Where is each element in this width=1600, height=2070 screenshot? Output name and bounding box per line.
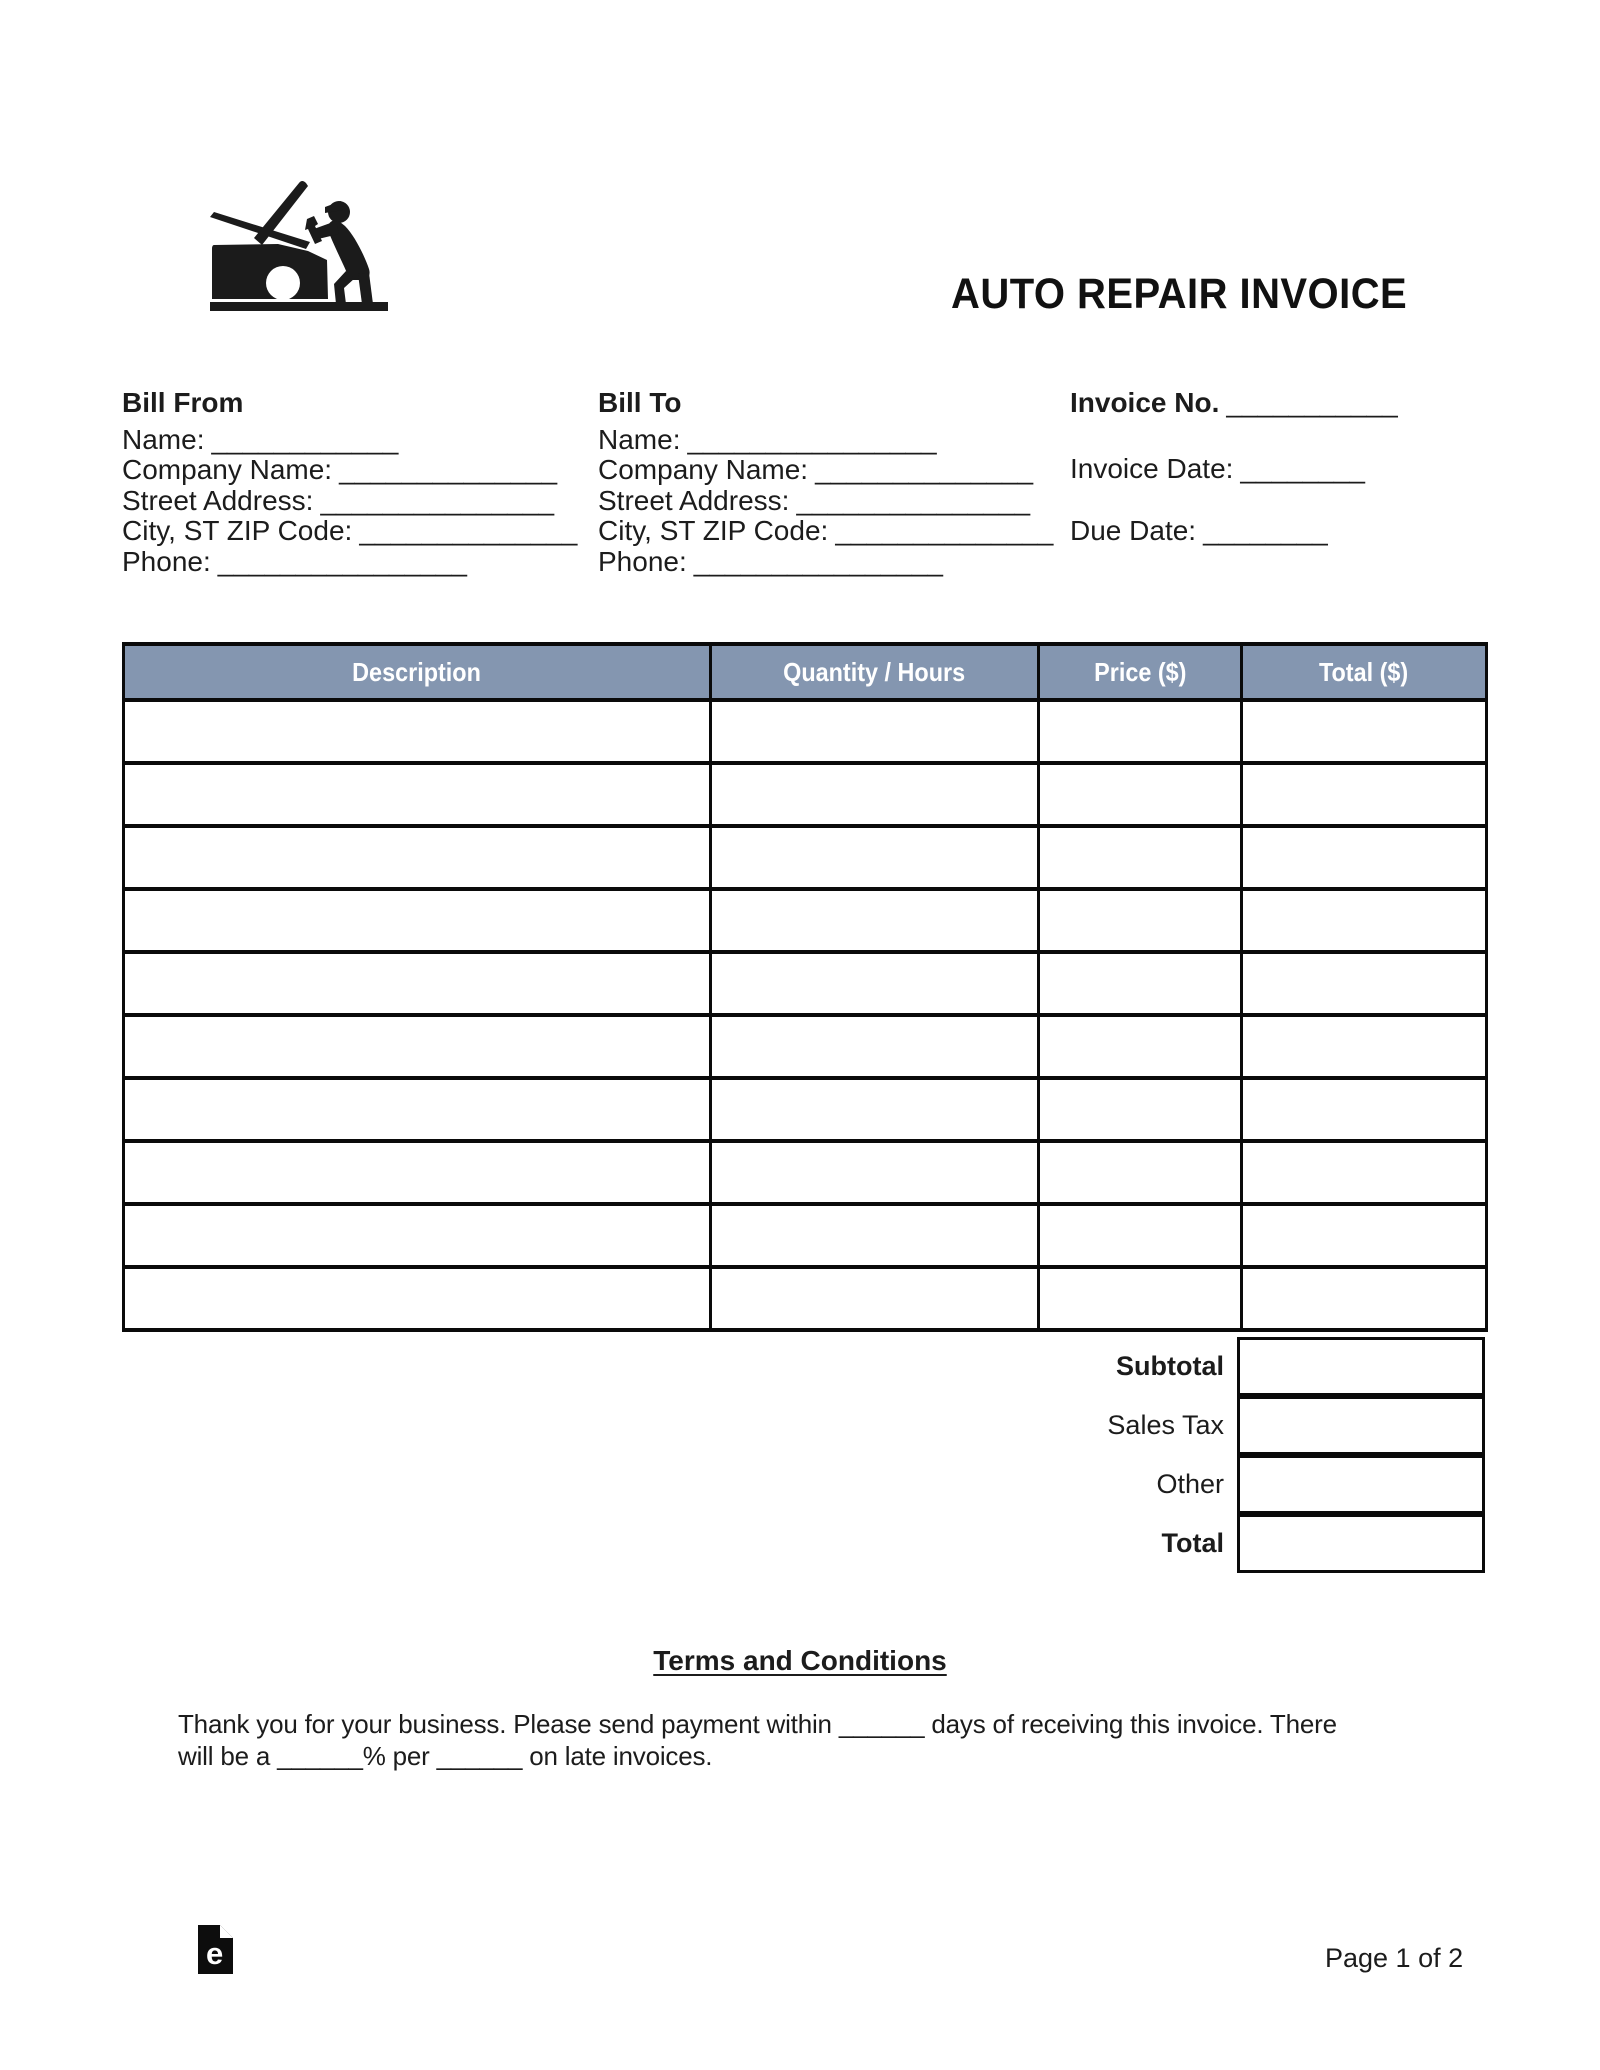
sales-tax-value-box[interactable]: [1237, 1396, 1485, 1455]
item-cell[interactable]: [124, 763, 711, 826]
item-cell[interactable]: [1039, 1267, 1242, 1330]
invoice-date-blank[interactable]: ________: [1240, 453, 1365, 484]
bill-to-company-line: [598, 455, 1053, 486]
item-cell[interactable]: [124, 1141, 711, 1204]
bill-from-street-line: [122, 486, 577, 517]
bill-to-heading: Bill To: [598, 387, 682, 418]
bill-to-street-line: [598, 486, 1053, 517]
bill-from-section: [122, 388, 577, 577]
table-row: [124, 889, 1487, 952]
table-row: [124, 826, 1487, 889]
other-label: Other: [1156, 1469, 1224, 1499]
bill-to-street-blank[interactable]: _______________: [796, 484, 1031, 516]
bill-from-city-blank[interactable]: ______________: [359, 515, 578, 546]
table-row: [124, 700, 1487, 763]
other-value-box[interactable]: [1237, 1455, 1485, 1514]
item-cell[interactable]: [124, 1204, 711, 1267]
item-cell[interactable]: [711, 826, 1039, 889]
bill-from-heading: Bill From: [122, 387, 244, 418]
field-label: Company Name:: [122, 454, 333, 485]
subtotal-label: Subtotal: [1116, 1351, 1224, 1381]
invoice-date-line: [1070, 454, 1365, 485]
item-cell[interactable]: [711, 1078, 1039, 1141]
table-row: [124, 1267, 1487, 1330]
subtotal-value-box[interactable]: [1237, 1337, 1485, 1396]
item-cell[interactable]: [1039, 889, 1242, 952]
item-cell[interactable]: [1242, 763, 1487, 826]
item-cell[interactable]: [711, 1204, 1039, 1267]
svg-text:e: e: [206, 1936, 224, 1971]
column-header-total: Total ($): [1242, 644, 1487, 700]
column-header-price: Price ($): [1039, 644, 1242, 700]
due-date-line: [1070, 516, 1328, 547]
bill-from-street-blank[interactable]: _______________: [320, 484, 555, 516]
field-label: City, ST ZIP Code:: [122, 515, 353, 546]
item-cell[interactable]: [1039, 1078, 1242, 1141]
table-row: [124, 763, 1487, 826]
item-cell[interactable]: [1039, 1204, 1242, 1267]
invoice-number-line: [1070, 388, 1398, 419]
item-cell[interactable]: [711, 1267, 1039, 1330]
bill-from-company-blank[interactable]: ______________: [339, 454, 558, 485]
car-mechanic-icon: [158, 133, 390, 311]
item-cell[interactable]: [1242, 1204, 1487, 1267]
item-cell[interactable]: [1242, 1078, 1487, 1141]
item-cell[interactable]: [124, 1078, 711, 1141]
due-date-label: Due Date:: [1070, 515, 1197, 546]
column-header-description: Description: [124, 644, 711, 700]
item-cell[interactable]: [1242, 952, 1487, 1015]
item-cell[interactable]: [124, 700, 711, 763]
item-cell[interactable]: [711, 1141, 1039, 1204]
item-cell[interactable]: [711, 700, 1039, 763]
items-header-row: [124, 644, 1487, 700]
sales-tax-label: Sales Tax: [1107, 1410, 1224, 1440]
item-cell[interactable]: [1039, 952, 1242, 1015]
item-cell[interactable]: [1039, 1015, 1242, 1078]
terms-line: will be a ______% per ______ on late invoices.: [178, 1741, 713, 1771]
item-cell[interactable]: [1242, 700, 1487, 763]
bill-to-city-blank[interactable]: ______________: [835, 515, 1054, 546]
field-label: Phone:: [122, 545, 211, 577]
item-cell[interactable]: [1242, 1015, 1487, 1078]
bill-from-phone-line: [122, 547, 577, 578]
total-label: Total: [1161, 1528, 1224, 1558]
column-header-quantity-hours: Quantity / Hours: [711, 644, 1039, 700]
item-cell[interactable]: [1242, 1141, 1487, 1204]
total-value-box[interactable]: [1237, 1514, 1485, 1573]
bill-to-phone-line: [598, 547, 1053, 578]
item-cell[interactable]: [124, 952, 711, 1015]
table-row: [124, 1015, 1487, 1078]
eforms-logo-icon: [198, 1925, 233, 1974]
item-cell[interactable]: [124, 1015, 711, 1078]
bill-to-phone-blank[interactable]: ________________: [693, 545, 943, 577]
items-body: [124, 700, 1487, 1330]
bill-from-name-blank[interactable]: ____________: [211, 423, 399, 455]
item-cell[interactable]: [1039, 826, 1242, 889]
bill-to-section: [598, 388, 1053, 577]
item-cell[interactable]: [711, 952, 1039, 1015]
item-cell[interactable]: [1242, 1267, 1487, 1330]
item-cell[interactable]: [711, 889, 1039, 952]
item-cell[interactable]: [124, 826, 711, 889]
bill-to-city-line: [598, 516, 1053, 547]
table-row: [124, 1141, 1487, 1204]
bill-from-phone-blank[interactable]: ________________: [217, 545, 467, 577]
field-label: Street Address:: [598, 484, 790, 516]
field-label: Company Name:: [598, 454, 809, 485]
bill-from-city-line: [122, 516, 577, 547]
item-cell[interactable]: [711, 763, 1039, 826]
bill-to-name-blank[interactable]: ________________: [687, 423, 937, 455]
field-label: Street Address:: [122, 484, 314, 516]
item-cell[interactable]: [124, 1267, 711, 1330]
page-title: AUTO REPAIR INVOICE: [951, 270, 1408, 318]
item-cell[interactable]: [1242, 826, 1487, 889]
items-table: [122, 642, 1488, 1332]
table-row: [124, 952, 1487, 1015]
table-row: [124, 1078, 1487, 1141]
invoice-date-label: Invoice Date:: [1070, 453, 1234, 484]
item-cell[interactable]: [1039, 700, 1242, 763]
due-date-blank[interactable]: ________: [1203, 515, 1328, 546]
invoice-number-blank[interactable]: ___________: [1226, 387, 1398, 418]
item-cell[interactable]: [1242, 889, 1487, 952]
field-label: Phone:: [598, 545, 687, 577]
field-label: Name:: [598, 423, 681, 455]
item-cell[interactable]: [1039, 1141, 1242, 1204]
bill-from-name-line: [122, 425, 577, 456]
item-cell[interactable]: [1039, 763, 1242, 826]
page-indicator: Page 1 of 2: [1325, 1943, 1464, 1973]
item-cell[interactable]: [124, 889, 711, 952]
item-cell[interactable]: [711, 1015, 1039, 1078]
table-row: [124, 1204, 1487, 1267]
bill-to-name-line: [598, 425, 1053, 456]
terms-paragraph: [178, 1708, 1337, 1772]
terms-heading: Terms and Conditions: [653, 1645, 947, 1676]
bill-to-company-blank[interactable]: ______________: [815, 454, 1034, 485]
field-label: City, ST ZIP Code:: [598, 515, 829, 546]
terms-line: Thank you for your business. Please send payment within ______ days of receiving this invoice. There: [178, 1709, 1337, 1739]
field-label: Name:: [122, 423, 205, 455]
bill-from-company-line: [122, 455, 577, 486]
invoice-number-label: Invoice No.: [1070, 387, 1220, 418]
